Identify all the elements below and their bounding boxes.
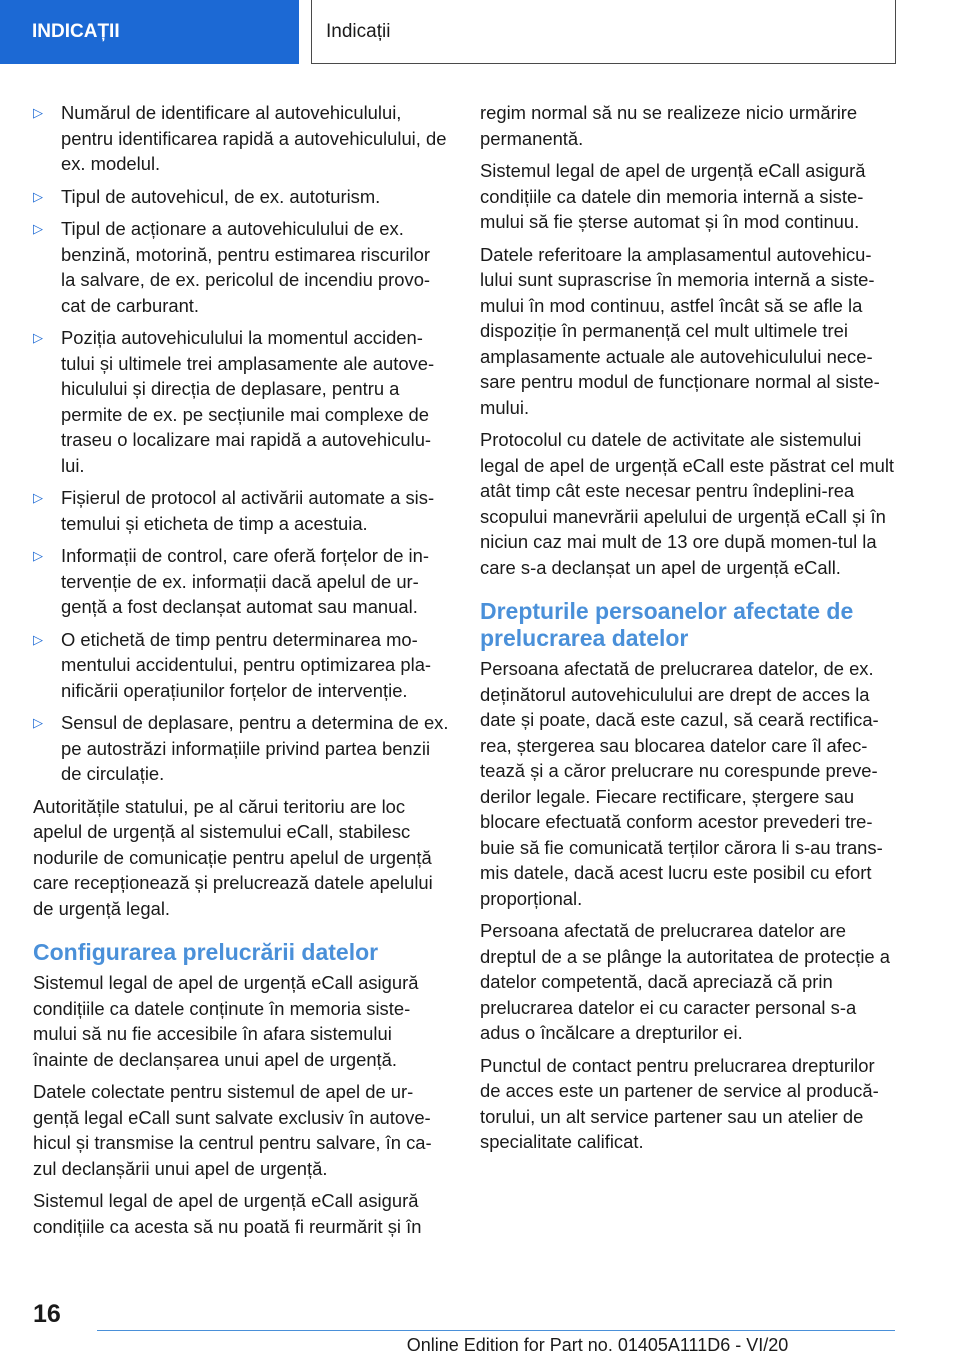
list-item: ▷ O etichetă de timp pentru determinarea mo-mentului accidentului, pentru optimizarea pla-nificării operațiunilor forțelor de intervenție. xyxy=(33,628,432,701)
paragraph: regim normal să nu se realizeze nicio urmărire permanentă. xyxy=(480,102,858,149)
triangle-bullet-icon: ▷ xyxy=(33,105,43,120)
triangle-bullet-icon: ▷ xyxy=(33,188,43,204)
triangle-bullet-icon: ▷ xyxy=(33,490,43,505)
triangle-bullet-icon: ▷ xyxy=(33,715,43,730)
left-column xyxy=(33,100,449,1246)
paragraph: Persoana afectată de prelucrarea datelor are dreptul de a se plânge la autoritatea de protecție a datelor competentă, dacă apreciază că prin prelucrarea datelor ei cu caracter personal s-a adus o încălcare a drepturilor ei. xyxy=(480,920,890,1043)
list-item: ▷ Fișierul de protocol al activării automate a sis-temului și eticheta de timp a acestuia. xyxy=(33,487,435,534)
paragraph: Sistemul legal de apel de urgență eCall asigură condițiile ca datele conținute în memoria siste-mului să nu fie accesibile în afara sistemului înainte de declanșarea unui apel de urgență. xyxy=(33,972,419,1070)
paragraph: Datele colectate pentru sistemul de apel de ur-gență legal eCall sunt salvate exclusiv în autove-hicul și transmise la centrul pentru salvare, în ca-zul declanșării unui apel de urgență. xyxy=(33,1081,432,1179)
list-item: ▷ Tipul de acționare a autovehiculului de ex. benzină, motorină, pentru estimarea riscurilor la salvare, de ex. pericolul de incendiu provo-cat de carburant. xyxy=(33,218,431,316)
section-title-config: Configurarea prelucrării datelor xyxy=(33,939,379,965)
list-item: ▷ Sensul de deplasare, pentru a determina de ex. pe autostrăzi informațiile privind partea benzii de circulație. xyxy=(33,712,449,784)
chapter-label: INDICAȚII xyxy=(32,21,120,42)
page-number: 16 xyxy=(33,1300,61,1328)
triangle-bullet-icon: ▷ xyxy=(33,330,43,345)
triangle-bullet-icon: ▷ xyxy=(33,221,43,236)
bullet-list xyxy=(33,100,449,787)
paragraph: Datele referitoare la amplasamentul autovehicu-lului sunt suprascrise în memoria internă a siste-mului în mod continuu, astfel încât să se afle la dispoziție în permanență cel mult ultimele trei amplasamente actuale ale autovehiculului nece-sare pentru modul de funcționare normal al siste-mului. xyxy=(480,243,880,418)
triangle-bullet-icon: ▷ xyxy=(33,631,43,647)
list-item: ▷ Numărul de identificare al autovehiculului, pentru identificarea rapidă a autovehiculului, de ex. modelul. xyxy=(33,102,447,174)
paragraph: Sistemul legal de apel de urgență eCall asigură condițiile ca datele din memoria internă a siste-mului să fie șterse automat și în mod continuu. xyxy=(480,160,866,232)
paragraph: Punctul de contact pentru prelucrarea drepturilor de acces este un partener de service al producă-torului, un alt service partener sau un atelier de specialitate calificat. xyxy=(480,1054,879,1152)
paragraph: Persoana afectată de prelucrarea datelor, de ex. deținătorul autovehiculului are drept de acces la date și poate, dacă este cazul, să ceară rectifica-rea, ștergerea sau blocarea datelor care îl afec-tează și a căror prelucrare nu corespunde preve-derilor legale. Fiecare rectificare, ștergere sau blocare efectuată conform acestor prevederi tre-buie să fie comunicată terților cărora li s-au trans-mis datele, dacă acest lucru este posibil cu efort proporțional. xyxy=(480,658,883,909)
paragraph: Sistemul legal de apel de urgență eCall asigură condițiile ca acesta să nu poată fi reurmărit și în xyxy=(33,1190,422,1237)
triangle-bullet-icon: ▷ xyxy=(33,548,43,563)
section-label: Indicații xyxy=(326,20,391,42)
footer-divider xyxy=(97,1330,895,1331)
paragraph-authorities: Autoritățile statului, pe al cărui teritoriu are loc apelul de urgență al sistemului eCall, stabilesc nodurile de comunicație pentru apelul de urgență care recepționează și prelucrează datele apelului de urgență legal. xyxy=(33,795,433,919)
chapter-tab xyxy=(0,0,299,64)
section-title-rights: Drepturile persoanelor afectate de prelucrarea datelor xyxy=(480,598,854,651)
section-header xyxy=(311,0,896,64)
list-item: ▷ Informații de control, care oferă forțelor de in-tervenție de ex. informații dacă apelul de ur-gență a fost declanșat automat sau manual. xyxy=(33,545,429,617)
footer-edition: Online Edition for Part no. 01405A111D6 - VI/20 xyxy=(406,1335,789,1355)
paragraph: Protocolul cu datele de activitate ale sistemului legal de apel de urgență eCall este păstrat cel mult atât timp cât este necesar pentru îndeplini-rea scopului manevrării apelului de urgență eCall și în niciun caz mai mult de 13 ore după momen-tul la care s-a declanșat un apel de urgență eCall. xyxy=(480,429,895,578)
list-item: ▷ Tipul de autovehicul, de ex. autoturism. xyxy=(33,184,449,210)
list-item: ▷ Poziția autovehiculului la momentul acciden-tului și ultimele trei amplasamente ale autove-hiculului și direcția de deplasare, pentru a permite de ex. pe secțiunile mai complexe de traseu o localizare mai rapidă a autovehiculu-lui. xyxy=(33,327,435,476)
right-column xyxy=(480,100,896,1162)
